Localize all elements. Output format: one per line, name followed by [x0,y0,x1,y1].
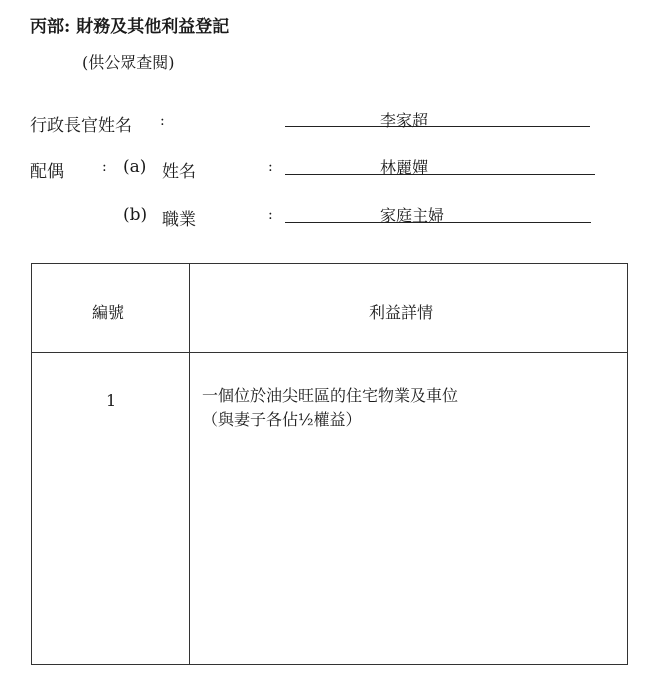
spouse-occupation-value: 家庭主婦 [380,206,445,225]
spouse-name-underline [285,174,595,175]
spouse-name-label: 姓名 [162,162,196,182]
spouse-label: 配偶 [30,162,64,182]
row-number: 1 [106,391,117,410]
row-details-line2: （與妻子各佔½權益） [202,410,362,429]
spouse-occupation-label: 職業 [162,210,196,230]
interests-table [31,263,628,665]
official-name-label: 行政長官姓名 [30,116,132,136]
public-inspection-note: (供公眾查閱) [82,53,175,72]
official-name-colon: : [160,113,165,129]
spouse-colon: : [102,159,107,175]
official-name-value: 李家超 [380,111,429,130]
row-details-line1: 一個位於油尖旺區的住宅物業及車位 [202,386,459,405]
table-header-divider [32,352,627,353]
number-column-header: 編號 [92,303,125,322]
section-heading: 丙部: 財務及其他利益登記 [30,17,230,37]
official-name-underline [285,126,590,127]
details-column-header: 利益詳情 [369,303,434,322]
spouse-name-colon: : [268,159,273,175]
table-column-divider [189,264,190,664]
spouse-name-marker: (a) [123,157,147,177]
spouse-occupation-colon: : [268,207,273,223]
spouse-occupation-marker: (b) [123,205,148,225]
spouse-name-value: 林麗嬋 [380,158,429,177]
